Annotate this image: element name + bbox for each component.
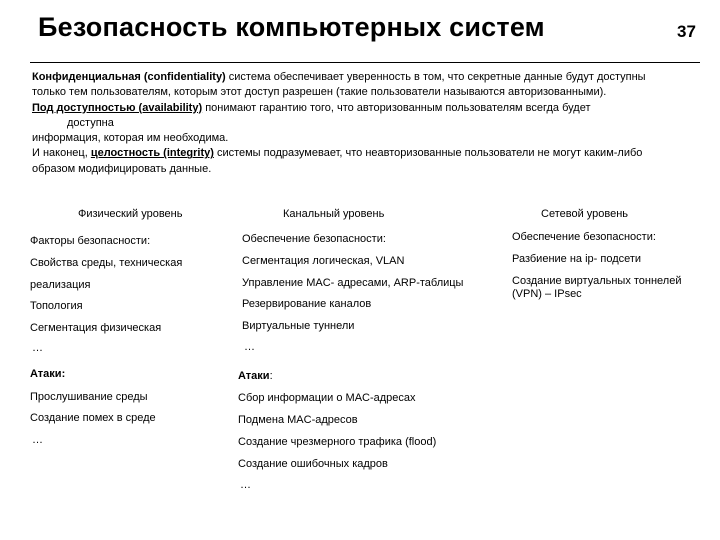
link-attack-item: Создание ошибочных кадров (238, 458, 388, 470)
header-physical-level: Физический уровень (78, 208, 183, 220)
link-attack-item: Создание чрезмерного трафика (flood) (238, 436, 437, 448)
link-factor-item: Резервирование каналов (242, 298, 372, 310)
page-number: 37 (677, 22, 696, 41)
physical-factor-item: Свойства среды, техническая (30, 257, 183, 269)
title-divider (30, 62, 700, 63)
slide-title: Безопасность компьютерных систем (38, 12, 545, 42)
confidentiality-definition: система обеспечивает уверенность в том, что секретные данные будут доступны только тем пользователям, которым этот доступ разрешен (такие пользователи называются авторизованными). (32, 71, 646, 99)
integrity-definition: системы подразумевает, что неавторизованные пользователи не могут каким-либо образом модифицировать данные. (32, 147, 643, 175)
availability-definition: понимают гарантию того, что авторизованным пользователям всегда будет (202, 101, 591, 114)
link-factor-item: … (244, 341, 255, 353)
physical-factor-item: Топология (30, 300, 83, 312)
physical-factor-item: … (32, 342, 43, 354)
link-factor-item: Управление MAC- адресами, ARP-таблицы (242, 277, 464, 289)
term-availability: Под доступностью (availability) (32, 101, 203, 114)
link-factors-title: Обеспечение безопасности: (242, 233, 386, 245)
physical-attacks-title: Атаки: (30, 368, 66, 380)
physical-factor-item: реализация (30, 279, 91, 291)
physical-attack-item: Прослушивание среды (30, 391, 148, 403)
link-attacks-title (238, 370, 273, 383)
link-factor-item: Виртуальные туннели (242, 320, 355, 332)
network-factors-title: Обеспечение безопасности: (512, 231, 656, 243)
physical-factor-item: Сегментация физическая (30, 322, 162, 334)
integrity-lead: И наконец, (32, 147, 91, 160)
physical-attack-item: Создание помех в среде (30, 412, 156, 424)
link-attack-item: Подмена MAC-адресов (238, 414, 358, 426)
intro-paragraph-availability (32, 101, 672, 116)
intro-text (32, 70, 672, 177)
physical-factors-title: Факторы безопасности: (30, 235, 151, 247)
link-factor-item: Сегментация логическая, VLAN (242, 255, 405, 267)
link-attack-item: … (240, 479, 251, 491)
term-confidentiality: Конфиденциальная (confidentiality) (32, 71, 226, 83)
term-integrity: целостность (integrity) (90, 147, 214, 160)
header-network-level: Сетевой уровень (541, 208, 629, 220)
link-attacks-title-word: Атаки (238, 370, 270, 382)
intro-paragraph-integrity (32, 146, 672, 177)
intro-paragraph-confidentiality (32, 70, 672, 101)
link-attack-item: Сбор информации о MAC-адресах (238, 392, 416, 404)
availability-continuation: информация, которая им необходима. (32, 132, 229, 145)
header-link-level: Канальный уровень (283, 208, 385, 220)
network-factor-item: Создание виртуальных тоннелей (VPN) – IPsec (512, 275, 682, 300)
availability-indent-line: доступна (67, 116, 114, 129)
network-factor-item: Разбиение на ip- подсети (512, 253, 642, 265)
link-attacks-title-colon: : (269, 370, 273, 382)
physical-attack-item: … (32, 434, 43, 446)
